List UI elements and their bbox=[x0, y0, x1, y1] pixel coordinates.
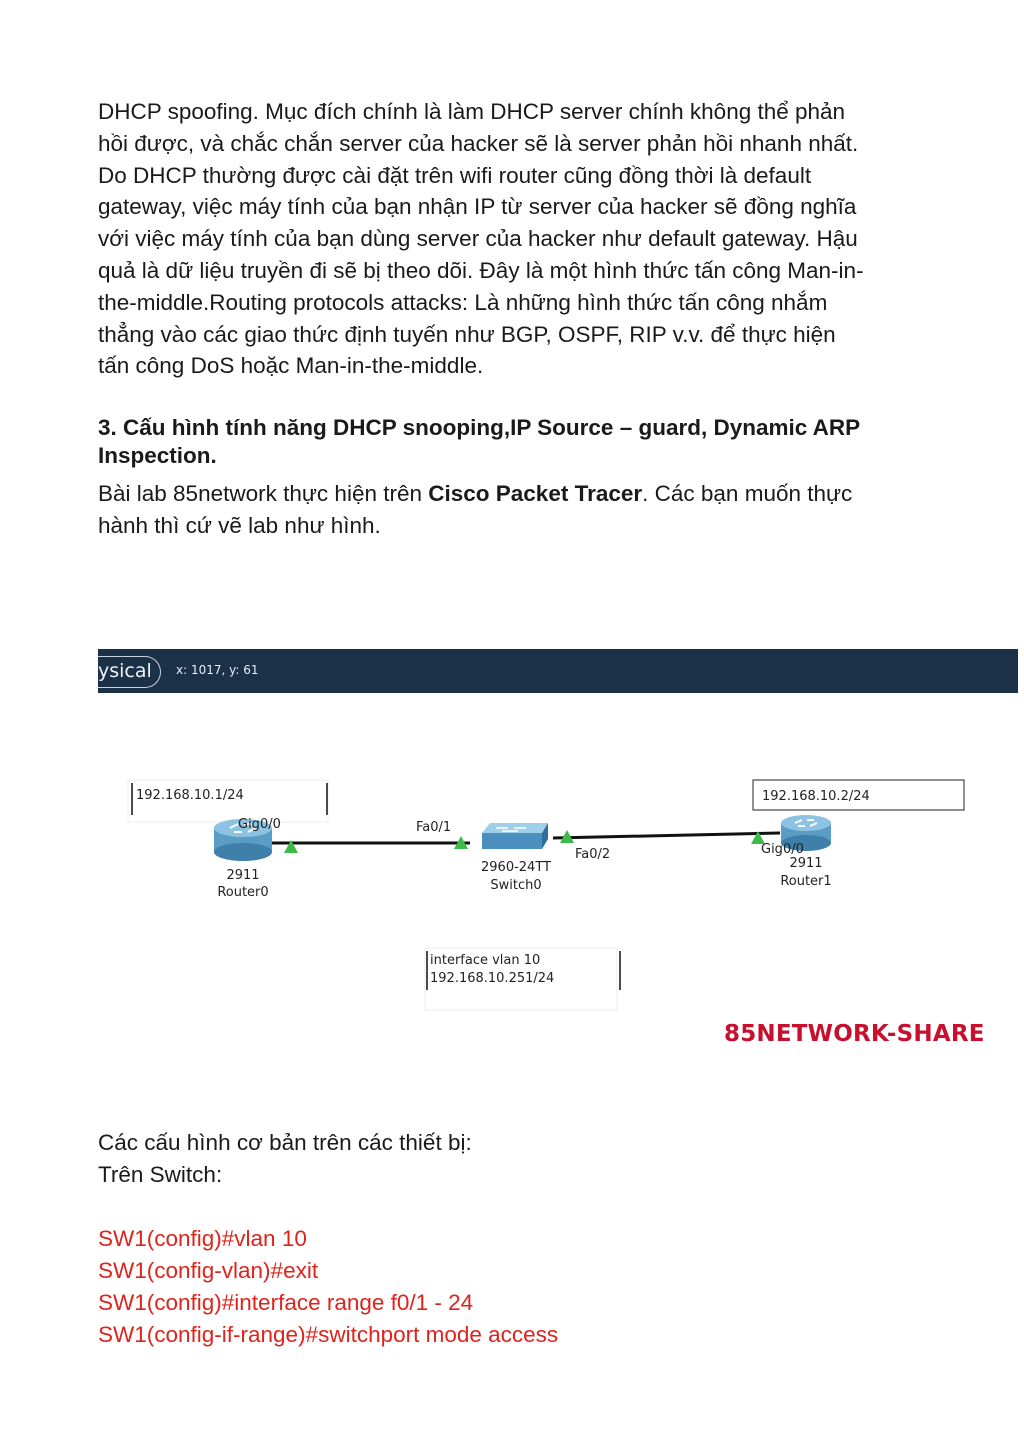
switch0-icon[interactable] bbox=[482, 823, 548, 849]
physical-tab[interactable]: ysical bbox=[98, 656, 161, 688]
switch0-fa0-2-label: Fa0/2 bbox=[575, 847, 611, 862]
lab-intro-paragraph bbox=[98, 478, 928, 542]
code-line: SW1(config)#interface range f0/1 - 24 bbox=[98, 1290, 474, 1315]
cursor-coordinates: x: 1017, y: 61 bbox=[176, 663, 259, 677]
router1-model-label: 2911 bbox=[789, 856, 823, 871]
router1-iface-label: Gig0/0 bbox=[761, 842, 804, 857]
lab-intro-bold: Cisco Packet Tracer bbox=[428, 481, 643, 506]
router1-ip-label: 192.168.10.2/24 bbox=[762, 789, 870, 804]
router1-name-label: Router1 bbox=[780, 874, 832, 889]
switch0-note-line2: 192.168.10.251/24 bbox=[430, 971, 555, 986]
router0-model-label: 2911 bbox=[226, 868, 260, 883]
switch0-fa0-1-label: Fa0/1 bbox=[416, 820, 452, 835]
lab-intro-text: Bài lab 85network thực hiện trên bbox=[98, 481, 429, 506]
section-heading: 3. Cấu hình tính năng DHCP snooping,IP Source – guard, Dynamic ARP Inspection. bbox=[98, 415, 860, 468]
intro-paragraph: DHCP spoofing. Mục đích chính là làm DHCP server chính không thể phản hồi được, và chắc chắn server của hacker sẽ là server phản hồi nhanh nhất. Do DHCP thường được cài đặt trên wifi router cũng đồng thời là default gateway, việc máy tính của bạn nhận IP từ server của hacker sẽ đồng nghĩa với việc máy tính của bạn dùng server của hacker như default gateway. Hậu quả là dữ liệu truyền đi sẽ bị theo dõi. Đây là một hình thức tấn công Man-in- the-middle.Routing protocols attacks: Là những hình thức tấn công nhắm thẳng vào các giao thức định tuyến như BGP, OSPF, RIP v.v. để thực hiện tấn công DoS hoặc Man-in-the-middle. bbox=[98, 99, 864, 379]
switch0-model-label: 2960-24TT bbox=[481, 860, 551, 875]
router0-name-label: Router0 bbox=[217, 885, 269, 900]
network-topology-diagram bbox=[98, 693, 1018, 1069]
router0-ip-label: 192.168.10.1/24 bbox=[136, 788, 244, 803]
basic-config-heading: Các cấu hình cơ bản trên các thiết bị: Trên Switch: bbox=[98, 1130, 472, 1187]
workspace-toolbar bbox=[98, 649, 1018, 693]
code-line: SW1(config)#vlan 10 bbox=[98, 1226, 307, 1251]
code-line: SW1(config-if-range)#switchport mode access bbox=[98, 1322, 559, 1347]
switch0-name-label: Switch0 bbox=[490, 878, 542, 893]
switch0-note-line1: interface vlan 10 bbox=[430, 953, 541, 968]
router0-iface-label: Gig0/0 bbox=[238, 817, 281, 832]
code-line: SW1(config-vlan)#exit bbox=[98, 1258, 319, 1283]
lab-intro-text-end: . Các bạn muốn thực hành thì cứ vẽ lab như hình. bbox=[98, 481, 853, 538]
watermark: 85NETWORK-SHARE bbox=[724, 1021, 985, 1047]
link-switch0-router1 bbox=[553, 833, 780, 838]
packet-tracer-screenshot bbox=[98, 649, 1018, 1069]
